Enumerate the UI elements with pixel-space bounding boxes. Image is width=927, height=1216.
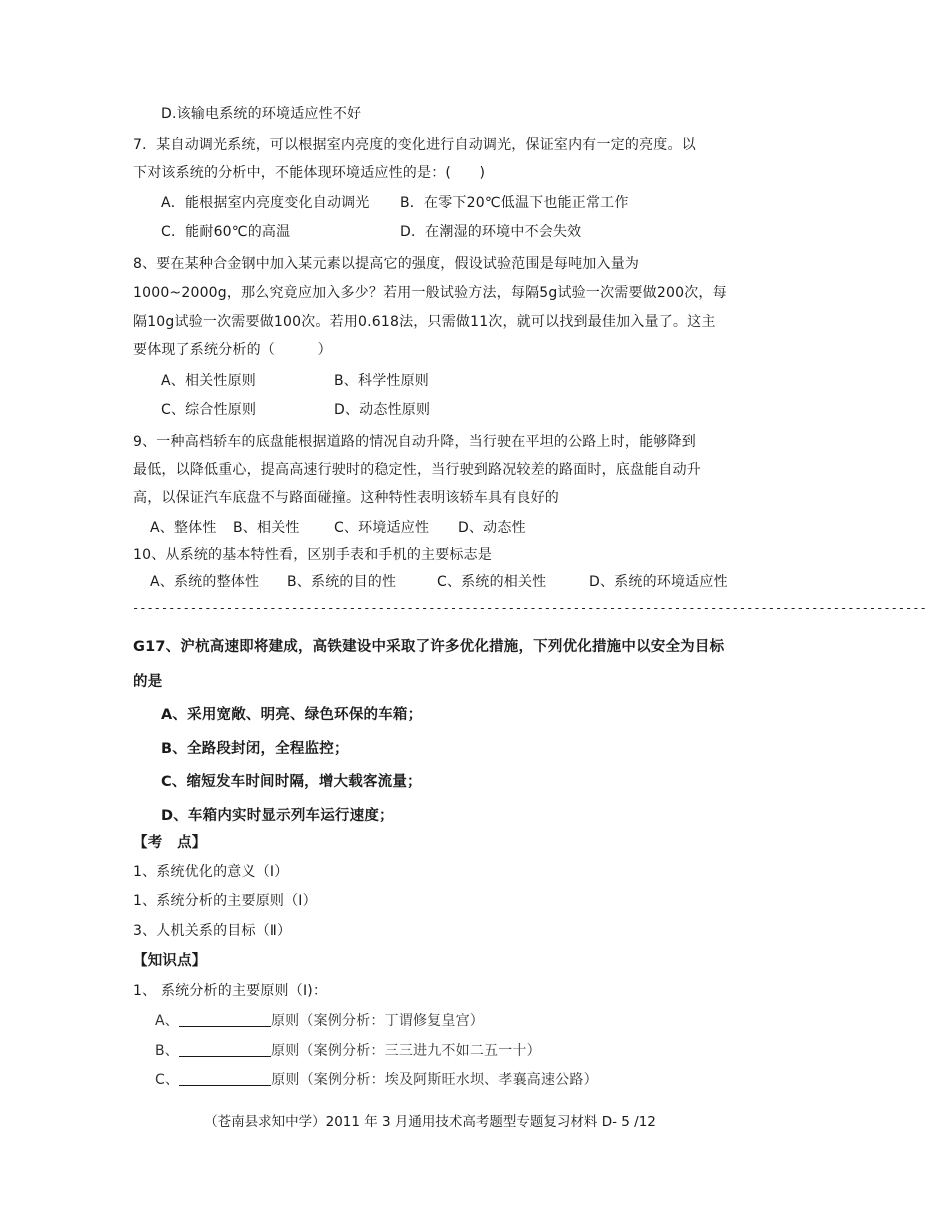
fill-blank-a-prefix: A、 bbox=[155, 1013, 179, 1029]
q8-stem-line-4: 要体现了系统分析的（ ） bbox=[133, 342, 332, 358]
q9-option-d: D、动态性 bbox=[458, 520, 526, 536]
fill-blank-a bbox=[155, 1011, 484, 1031]
exam-points-heading: 【考 点】 bbox=[133, 835, 207, 851]
q7-stem-line-2: 下对该系统的分析中，不能体现环境适应性的是：( ) bbox=[133, 165, 486, 181]
g17-stem-line-2: 的是 bbox=[133, 674, 163, 690]
q8-stem-line-2: 1000~2000g，那么究竟应加入多少？若用一般试验方法，每隔5g试验一次需要做200次，每 bbox=[133, 285, 727, 301]
q8-stem-line-1: 8、要在某种合金钢中加入某元素以提高它的强度，假设试验范围是每吨加入量为 bbox=[133, 256, 640, 272]
q9-option-a: A、整体性 bbox=[150, 520, 217, 536]
q6-option-d: D.该输电系统的环境适应性不好 bbox=[161, 106, 362, 122]
q9-option-b: B、相关性 bbox=[233, 520, 300, 536]
fill-blank-a-line[interactable] bbox=[179, 1012, 271, 1027]
q9-stem-line-2: 最低，以降低重心，提高高速行驶时的稳定性，当行驶到路况较差的路面时，底盘能自动升 bbox=[133, 462, 701, 478]
fill-blank-a-suffix: 原则（案例分析：丁谓修复皇宫） bbox=[270, 1013, 484, 1029]
q8-option-c: C、综合性原则 bbox=[161, 402, 257, 418]
q8-option-d: D、动态性原则 bbox=[334, 402, 431, 418]
knowledge-heading: 【知识点】 bbox=[133, 953, 207, 969]
q9-stem-line-1: 9、一种高档轿车的底盘能根据道路的情况自动升降，当行驶在平坦的公路上时，能够降到 bbox=[133, 434, 696, 450]
page-footer: （苍南县求知中学）2011 年 3 月通用技术高考题型专题复习材料 D- 5 /12 bbox=[204, 1114, 656, 1130]
q9-option-c: C、环境适应性 bbox=[334, 520, 430, 536]
section-divider: -------------------------------------------------------------------------------------------------------------- bbox=[132, 601, 927, 615]
q10-stem: 10、从系统的基本特性看，区别手表和手机的主要标志是 bbox=[133, 547, 493, 563]
exam-point-1: 1、系统优化的意义（Ⅰ） bbox=[133, 864, 289, 880]
q7-option-c: C．能耐60℃的高温 bbox=[161, 224, 291, 240]
fill-blank-c-line[interactable] bbox=[179, 1071, 271, 1086]
fill-blank-b-line[interactable] bbox=[179, 1042, 271, 1057]
q8-stem-line-3: 隔10g试验一次需要做100次。若用0.618法，只需做11次，就可以找到最佳加入量了。这主 bbox=[133, 314, 716, 330]
q10-option-c: C、系统的相关性 bbox=[437, 574, 547, 590]
fill-blank-b-suffix: 原则（案例分析：三三进九不如二五一十） bbox=[271, 1043, 541, 1059]
q7-option-b: B．在零下20℃低温下也能正常工作 bbox=[400, 195, 629, 211]
g17-option-c: C、缩短发车时间时隔，增大载客流量； bbox=[161, 774, 422, 790]
fill-blank-c bbox=[155, 1070, 598, 1090]
fill-blank-c-suffix: 原则（案例分析：埃及阿斯旺水坝、孝襄高速公路） bbox=[271, 1072, 598, 1088]
knowledge-item-1: 1、 系统分析的主要原则（Ⅰ)： bbox=[133, 983, 328, 999]
fill-blank-b-prefix: B、 bbox=[155, 1043, 180, 1059]
fill-blank-c-prefix: C、 bbox=[155, 1072, 180, 1088]
exam-point-2: 1、系统分析的主要原则（Ⅰ） bbox=[133, 893, 317, 909]
q9-stem-line-3: 高，以保证汽车底盘不与路面碰撞。这种特性表明该轿车具有良好的 bbox=[133, 490, 559, 506]
q7-stem-line-1: 7．某自动调光系统，可以根据室内亮度的变化进行自动调光，保证室内有一定的亮度。以 bbox=[133, 137, 696, 153]
g17-option-d: D、车箱内实时显示列车运行速度； bbox=[161, 808, 394, 824]
fill-blank-b bbox=[155, 1041, 541, 1061]
g17-option-b: B、全路段封闭，全程监控； bbox=[161, 741, 349, 757]
q10-option-a: A、系统的整体性 bbox=[150, 574, 260, 590]
g17-option-a: A、采用宽敞、明亮、绿色环保的车箱； bbox=[161, 707, 423, 723]
q10-option-b: B、系统的目的性 bbox=[287, 574, 397, 590]
q8-option-b: B、科学性原则 bbox=[334, 373, 430, 389]
exam-point-3: 3、人机关系的目标（Ⅱ） bbox=[133, 923, 292, 939]
q7-option-a: A．能根据室内亮度变化自动调光 bbox=[161, 195, 370, 211]
g17-stem-line-1: G17、沪杭高速即将建成，高铁建设中采取了许多优化措施，下列优化措施中以安全为目标 bbox=[133, 639, 725, 655]
q8-option-a: A、相关性原则 bbox=[161, 373, 256, 389]
q10-option-d: D、系统的环境适应性 bbox=[589, 574, 728, 590]
q7-option-d: D．在潮湿的环境中不会失效 bbox=[400, 224, 582, 240]
